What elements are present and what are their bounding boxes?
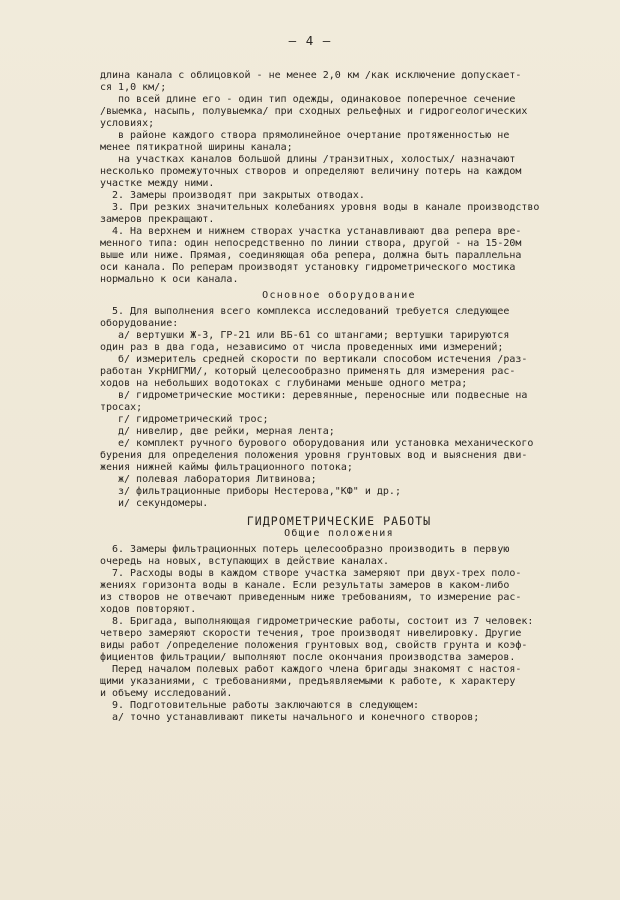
text-line: щими указаниями, с требованиями, предъявляемыми к работе, к характеру [100, 676, 516, 687]
text-line: ходов на небольших водотоках с глубинами меньше одного метра; [100, 378, 468, 389]
text-line: е/ комплект ручного бурового оборудования или установка механического [118, 438, 534, 449]
text-line: ходов повторяют. [100, 604, 197, 615]
text-line: 4. На верхнем и нижнем створах участка устанавливают два репера вре- [112, 226, 522, 237]
page-number: — 4 — [288, 33, 332, 48]
text-line: Перед началом полевых работ каждого члена бригады знакомят с настоя- [112, 664, 522, 675]
text-line: в районе каждого створа прямолинейное очертание протяженностью не [118, 130, 510, 141]
text-line: 7. Расходы воды в каждом створе участка замеряют при двух-трех поло- [112, 568, 522, 579]
text-line: виды работ /определение положения грунтовых вод, свойств грунта и коэф- [100, 640, 528, 651]
text-line: участке между ними. [100, 178, 215, 189]
text-line: замеров прекращают. [100, 214, 215, 225]
text-line: тросах; [100, 402, 143, 413]
text-line: 5. Для выполнения всего комплекса исследований требуется следующее [112, 306, 510, 317]
text-line: по всей длине его - один тип одежды, одинаковое поперечное сечение [118, 94, 516, 105]
section-subheading: Общие положения [284, 528, 394, 539]
text-line: жения нижней каймы фильтрационного потока; [100, 462, 353, 473]
text-line: б/ измеритель средней скорости по вертикали способом истечения /раз- [118, 354, 528, 365]
text-line: жениях горизонта воды в канале. Если результаты замеров в каком-либо [100, 580, 510, 591]
text-line: 3. При резких значительных колебаниях уровня воды в канале производство [112, 202, 540, 213]
text-line: д/ нивелир, две рейки, мерная лента; [118, 426, 335, 437]
text-line: в/ гидрометрические мостики: деревянные, переносные или подвесные на [118, 390, 528, 401]
text-line: 6. Замеры фильтрационных потерь целесообразно производить в первую [112, 544, 510, 555]
text-line: на участках каналов большой длины /транзитных, холостых/ назначают [118, 154, 516, 165]
text-line: ся 1,0 км/; [100, 82, 167, 93]
text-line: и/ секундомеры. [118, 498, 209, 509]
text-line: з/ фильтрационные приборы Нестерова,"КФ" и др.; [118, 486, 401, 497]
text-line: оси канала. По реперам производят установку гидрометрического мостика [100, 262, 516, 273]
text-line: 8. Бригада, выполняющая гидрометрические работы, состоит из 7 человек: [112, 616, 534, 627]
text-line: оборудование: [100, 318, 179, 329]
text-line: несколько промежуточных створов и определяют величину потерь на каждом [100, 166, 522, 177]
text-line: а/ вертушки Ж-3, ГР-21 или ВБ-61 со штангами; вертушки тарируются [118, 330, 510, 341]
section-subheading: Основное оборудование [262, 290, 416, 301]
text-line: менее пятикратной ширины канала; [100, 142, 293, 153]
text-line: ж/ полевая лаборатория Литвинова; [118, 474, 317, 485]
text-line: очередь на новых, вступающих в действие каналах. [100, 556, 389, 567]
text-line: /выемка, насыпь, полувыемка/ при сходных рельефных и гидрогеологических [100, 106, 528, 117]
text-line: один раз в два года, независимо от числа проведенных ими измерений; [100, 342, 504, 353]
text-line: и объему исследований. [100, 688, 233, 699]
text-line: 2. Замеры производят при закрытых отводах. [112, 190, 365, 201]
text-line: работан УкрНИГМИ/, который целесообразно применять для измерения рас- [100, 366, 516, 377]
text-line: бурения для определения положения уровня грунтовых вод и выяснения дви- [100, 450, 528, 461]
text-line: условиях; [100, 118, 155, 129]
text-line: выше или ниже. Прямая, соединяющая оба репера, должна быть параллельна [100, 250, 522, 261]
text-line: длина канала с облицовкой - не менее 2,0 км /как исключение допускает- [100, 70, 522, 81]
section-heading: ГИДРОМЕТРИЧЕСКИЕ РАБОТЫ [246, 514, 432, 528]
document-body [100, 70, 578, 724]
text-line: а/ точно устанавливают пикеты начального и конечного створов; [112, 712, 480, 723]
text-line: г/ гидрометрический трос; [118, 414, 269, 425]
text-line: 9. Подготовительные работы заключаются в следующем: [112, 700, 420, 711]
text-line: фициентов фильтрации/ выполняют после окончания производства замеров. [100, 652, 516, 663]
text-line: нормально к оси канала. [100, 274, 239, 285]
text-line: менного типа: один непосредственно по линии створа, другой - на 15-20м [100, 238, 522, 249]
text-line: четверо замеряют скорости течения, трое производят нивелировку. Другие [100, 628, 522, 639]
text-line: из створов не отвечают приведенным ниже требованиям, то измерение рас- [100, 592, 522, 603]
